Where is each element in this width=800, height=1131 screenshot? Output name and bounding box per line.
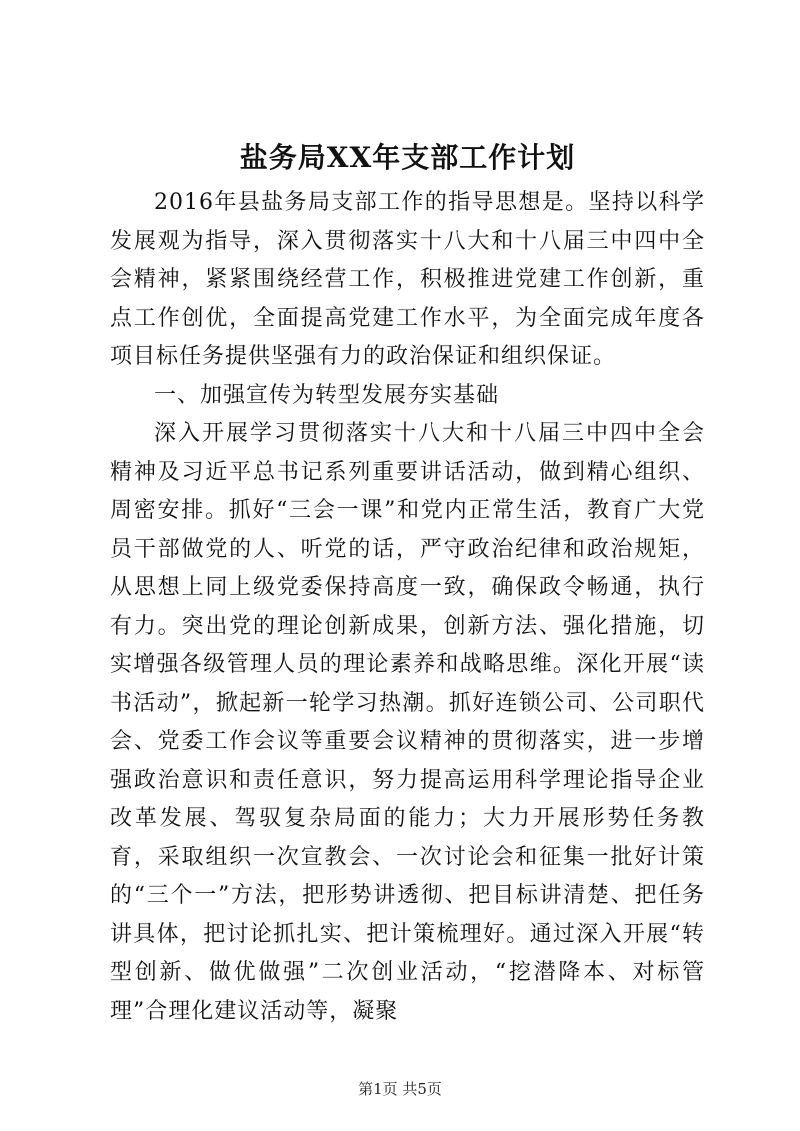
paragraph-guiding-thought: 2016年县盐务局支部工作的指导思想是。坚持以科学发展观为指导，深入贯彻落实十八大和十八届三中四中全会精神，紧紧围绕经营工作，积极推进党建工作创新，重点工作创优，全面提高党建工作水平，为全面完成年度各项目标任务提供坚强有力的政治保证和组织保证。: [110, 190, 705, 369]
document-title: 盐务局XX年支部工作计划: [239, 141, 576, 174]
paragraph-section-1-body: 深入开展学习贯彻落实十八大和十八届三中四中全会精神及习近平总书记系列重要讲话活动，做到精心组织、周密安排。抓好“三会一课”和党内正常生活，教育广大党员干部做党的人、听党的话，严守政治纪律和政治规矩，从思想上同上级党委保持高度一致，确保政令畅通，执行有力。突出党的理论创新成果，创新方法、强化措施，切实增强各级管理人员的理论素养和战略思维。深化开展“读书活动”，掀起新一轮学习热潮。抓好连锁公司、公司职代会、党委工作会议等重要会议精神的贯彻落实，进一步增强政治意识和责任意识，努力提高运用科学理论指导企业改革发展、驾驭复杂局面的能力；大力开展形势任务教育，采取组织一次宣教会、一次讨论会和征集一批好计策的“三个一”方法，把形势讲透彻、把目标讲清楚、把任务讲具体，把讨论抓扎实、把计策梳理好。通过深入开展“转型创新、做优做强”二次创业活动，“挖潜降本、对标管理”合理化建议活动等，凝聚: [110, 421, 705, 1024]
page-footer: 第1页 共5页: [358, 1080, 442, 1098]
section-heading-1: 一、加强宣传为转型发展夯实基础: [154, 382, 500, 408]
